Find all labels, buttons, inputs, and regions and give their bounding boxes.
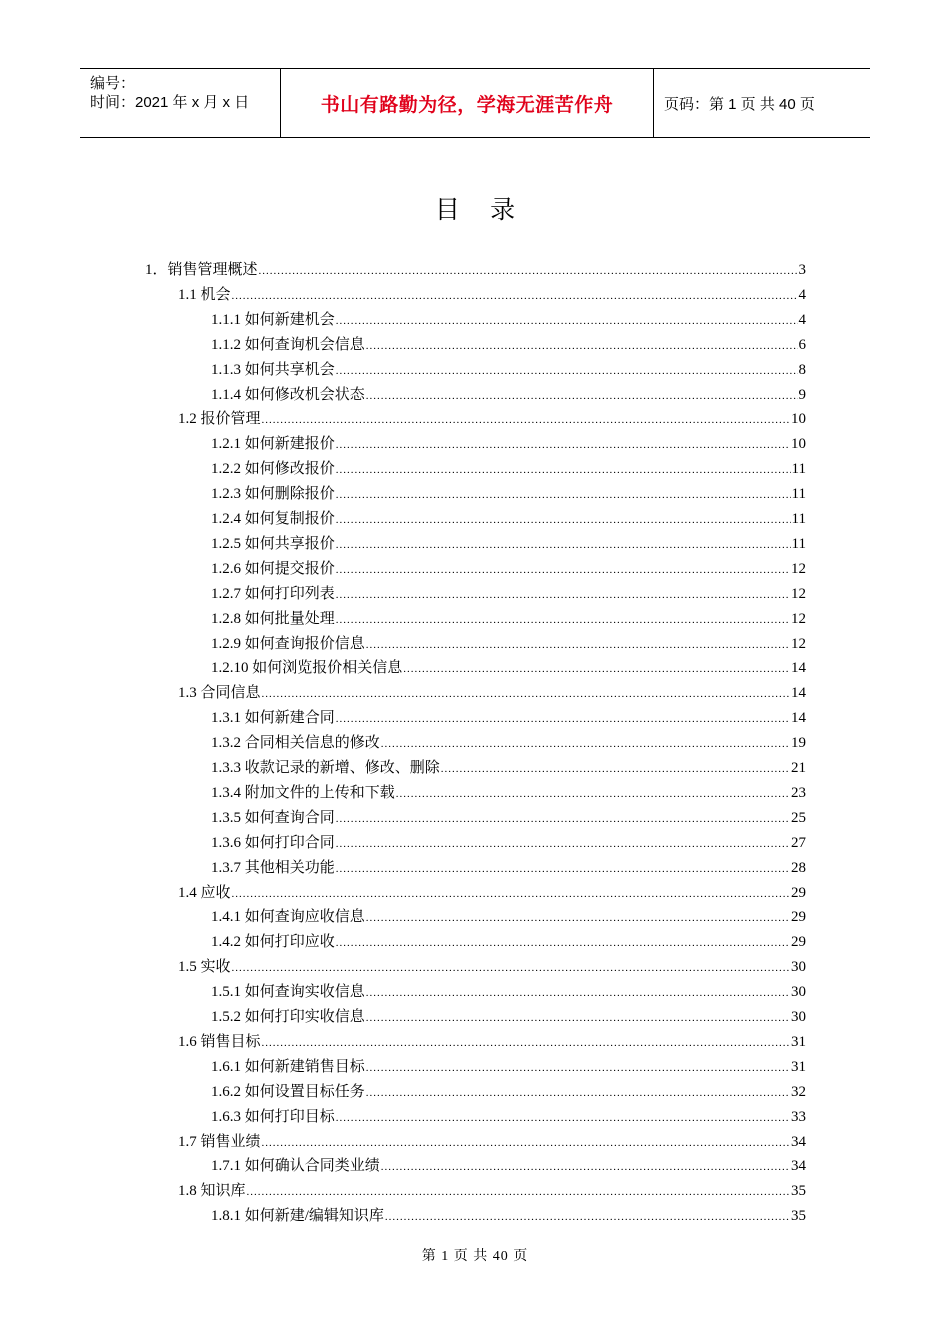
toc-entry-page: 11 — [791, 535, 806, 552]
toc-entry[interactable] — [211, 1005, 806, 1029]
toc-leader-dots — [232, 882, 790, 906]
toc-leader-dots — [366, 981, 790, 1005]
toc-leader-dots — [336, 807, 790, 831]
toc-entry[interactable] — [211, 308, 806, 332]
toc-entry[interactable] — [211, 457, 806, 481]
toc-leader-dots — [336, 1106, 790, 1130]
toc-entry-title: 1.5.2 如何打印实收信息 — [211, 1009, 365, 1025]
toc-entry[interactable] — [211, 432, 806, 456]
toc-entry-title: 1.2.2 如何修改报价 — [211, 461, 335, 478]
header-page-info: 页码：第 1 页 共 40 页 — [664, 95, 815, 113]
toc-entry-page: 12 — [791, 635, 806, 652]
toc-entry[interactable] — [178, 681, 806, 705]
toc-leader-dots — [232, 284, 798, 308]
toc-entry-title: 1.1.1 如何新建机会 — [211, 311, 335, 328]
toc-leader-dots — [381, 732, 790, 756]
toc-leader-dots — [366, 906, 790, 930]
toc-entry-title: 1.5.1 如何查询实收信息 — [211, 984, 365, 1001]
toc-entry[interactable] — [211, 557, 806, 581]
toc-leader-dots — [403, 657, 790, 681]
toc-leader-dots — [336, 832, 790, 856]
toc-entry-page: 12 — [791, 610, 806, 627]
toc-entry-page: 11 — [791, 511, 806, 527]
toc-entry-page: 11 — [791, 461, 806, 478]
toc-entry[interactable] — [178, 283, 806, 307]
toc-entry[interactable] — [211, 656, 806, 680]
toc-leader-dots — [262, 1131, 790, 1155]
toc-entry-page: 14 — [791, 685, 806, 702]
toc-entry-title: 1.2.4 如何复制报价 — [211, 511, 335, 527]
toc-entry-page: 10 — [791, 436, 806, 453]
toc-entry-title: 1.3 合同信息 — [178, 685, 261, 702]
toc-leader-dots — [366, 1056, 790, 1080]
toc-entry-page: 3 — [798, 262, 806, 278]
toc-entry-page: 19 — [791, 735, 806, 752]
toc-entry[interactable] — [211, 482, 806, 506]
toc-leader-dots — [336, 508, 791, 532]
toc-entry-title: 1.3.2 合同相关信息的修改 — [211, 735, 380, 752]
toc-leader-dots — [366, 334, 798, 358]
toc-entry-title: 1.6.3 如何打印目标 — [211, 1108, 335, 1125]
toc-entry[interactable] — [211, 1105, 806, 1129]
toc-entry[interactable] — [211, 607, 806, 631]
toc-entry[interactable] — [211, 731, 806, 755]
toc-entry[interactable] — [211, 980, 806, 1004]
number-label: 编号： — [90, 75, 136, 92]
page-footer: 第 1 页 共 40 页 — [421, 1249, 529, 1264]
toc-entry-page: 10 — [791, 411, 806, 428]
toc-entry-page: 34 — [791, 1133, 806, 1150]
toc-entry-page: 33 — [791, 1108, 806, 1125]
toc-entry-title: 1.6 销售目标 — [178, 1033, 261, 1050]
toc-entry-title: 1.2 报价管理 — [178, 411, 261, 428]
toc-entry[interactable] — [211, 532, 806, 556]
toc-entry[interactable] — [211, 706, 806, 730]
toc-leader-dots — [336, 608, 790, 632]
toc-entry[interactable] — [211, 632, 806, 656]
toc-leader-dots — [262, 682, 790, 706]
toc-entry-page: 14 — [791, 710, 806, 727]
toc-entry[interactable] — [211, 781, 806, 805]
toc-leader-dots — [366, 1006, 790, 1030]
toc-entry-title: 1.2.9 如何查询报价信息 — [211, 635, 365, 652]
toc-leader-dots — [366, 633, 790, 657]
toc-leader-dots — [385, 1205, 790, 1229]
toc-entry-page: 34 — [791, 1158, 806, 1175]
toc-entry-page: 35 — [791, 1208, 806, 1225]
toc-entry[interactable] — [211, 358, 806, 382]
toc-entry[interactable] — [211, 905, 806, 929]
page-header — [80, 68, 870, 138]
toc-entry-page: 35 — [791, 1183, 806, 1200]
toc-entry-page: 30 — [791, 959, 806, 976]
toc-leader-dots — [336, 558, 790, 582]
toc-entry[interactable] — [211, 756, 806, 780]
toc-leader-dots — [336, 483, 791, 507]
toc-entry[interactable] — [211, 1204, 806, 1228]
toc-entry-page: 21 — [791, 760, 806, 776]
toc-entry[interactable] — [178, 1130, 806, 1154]
toc-entry-page: 12 — [791, 560, 806, 577]
toc-entry-title: 1.6.1 如何新建销售目标 — [211, 1058, 365, 1075]
toc-leader-dots — [336, 707, 790, 731]
toc-entry-title: 1.1.3 如何共享机会 — [211, 361, 335, 378]
toc-entry-page: 9 — [798, 386, 806, 403]
toc-entry-title: 1.2.6 如何提交报价 — [211, 560, 335, 577]
toc-entry-page: 28 — [791, 859, 806, 876]
toc-leader-dots — [232, 956, 790, 980]
toc-entry[interactable] — [211, 1055, 806, 1079]
toc-entry-title: 1.4 应收 — [178, 884, 231, 901]
toc-entry-page: 31 — [791, 1033, 806, 1050]
toc-entry-page: 12 — [791, 585, 806, 602]
toc-entry-page: 29 — [791, 934, 806, 951]
toc-entry-title: 1.3.7 其他相关功能 — [211, 859, 335, 876]
toc-entry[interactable] — [211, 1080, 806, 1104]
toc-entry-title: 1.1 机会 — [178, 286, 231, 303]
toc-leader-dots — [336, 309, 798, 333]
toc-entry[interactable] — [178, 881, 806, 905]
toc-title: 目 录 — [434, 197, 528, 224]
toc-entry-page: 30 — [791, 1009, 806, 1025]
toc-entry-title: 1.3.4 附加文件的上传和下载 — [211, 784, 395, 801]
toc-leader-dots — [336, 458, 791, 482]
toc-leader-dots — [259, 259, 798, 283]
toc-entry-title: 1.3.5 如何查询合同 — [211, 809, 335, 826]
toc-entry-title: 1.4.2 如何打印应收 — [211, 934, 335, 951]
toc-entry-title: 1.2.1 如何新建报价 — [211, 436, 335, 453]
toc-entry[interactable] — [211, 582, 806, 606]
toc-entry-page: 4 — [798, 286, 806, 303]
toc-entry-title: 1.2.10 如何浏览报价相关信息 — [211, 660, 403, 677]
header-meta-cell — [80, 69, 281, 137]
header-motto: 书山有路勤为径，学海无涯苦作舟 — [281, 69, 654, 137]
toc-entry-page: 32 — [791, 1083, 806, 1100]
toc-entry[interactable] — [178, 1179, 806, 1203]
toc-entry-page: 11 — [791, 486, 806, 503]
toc-entry-page: 27 — [791, 834, 806, 851]
toc-entry[interactable] — [211, 831, 806, 855]
toc-entry-page: 14 — [791, 660, 806, 677]
toc-entry-title: 1.7 销售业绩 — [178, 1133, 261, 1150]
toc-entry[interactable] — [211, 930, 806, 954]
toc-entry-page: 29 — [791, 909, 806, 926]
toc-leader-dots — [441, 757, 790, 781]
toc-entry-title: 1.4.1 如何查询应收信息 — [211, 909, 365, 926]
toc-entry-title: 1.1.4 如何修改机会状态 — [211, 386, 365, 403]
toc-leader-dots — [262, 408, 790, 432]
toc-entry-title: 1.8 知识库 — [178, 1183, 246, 1200]
toc-leader-dots — [381, 1155, 790, 1179]
toc-entry[interactable] — [211, 1154, 806, 1178]
toc-leader-dots — [247, 1180, 790, 1204]
toc-leader-dots — [336, 857, 790, 881]
toc-entry[interactable] — [211, 383, 806, 407]
toc-entry-title: 1.2.5 如何共享报价 — [211, 535, 335, 552]
toc-entry-title: 1.3.3 收款记录的新增、修改、删除 — [211, 760, 440, 776]
toc-entry-title: 1.3.6 如何打印合同 — [211, 834, 335, 851]
toc-entry-page: 30 — [791, 984, 806, 1001]
toc-entry-title: 1.1.2 如何查询机会信息 — [211, 336, 365, 353]
toc-entry-page: 25 — [791, 809, 806, 826]
toc-entry-title: 1.3.1 如何新建合同 — [211, 710, 335, 727]
toc-entry[interactable] — [211, 333, 806, 357]
toc-entry[interactable] — [211, 507, 806, 531]
toc-entry-page: 8 — [798, 361, 806, 378]
toc-leader-dots — [336, 583, 790, 607]
toc-entry-page: 29 — [791, 884, 806, 901]
toc-entry-title: 1．销售管理概述 — [145, 262, 258, 278]
toc-leader-dots — [336, 359, 798, 383]
toc-leader-dots — [366, 384, 798, 408]
toc-entry-title: 1.7.1 如何确认合同类业绩 — [211, 1158, 380, 1175]
toc-entry-title: 1.2.3 如何删除报价 — [211, 486, 335, 503]
toc-entry[interactable] — [178, 1030, 806, 1054]
toc-leader-dots — [336, 433, 790, 457]
toc-entry[interactable] — [211, 806, 806, 830]
toc-entry-page: 4 — [798, 311, 806, 328]
toc-entry[interactable] — [178, 955, 806, 979]
toc-entry-title: 1.5 实收 — [178, 959, 231, 976]
toc-entry-page: 31 — [791, 1058, 806, 1075]
toc-entry-page: 6 — [798, 336, 806, 353]
toc-entry-title: 1.8.1 如何新建/编辑知识库 — [211, 1208, 384, 1225]
toc-entry[interactable] — [211, 856, 806, 880]
toc-entry[interactable] — [178, 407, 806, 431]
toc-entry-title: 1.2.7 如何打印列表 — [211, 585, 335, 602]
toc-leader-dots — [336, 931, 790, 955]
toc-leader-dots — [262, 1031, 790, 1055]
toc-leader-dots — [366, 1081, 790, 1105]
toc-leader-dots — [336, 533, 791, 557]
toc-leader-dots — [396, 782, 790, 806]
time-label: 时间：2021 年 x 月 x 日 — [90, 94, 250, 111]
toc-entry-title: 1.6.2 如何设置目标任务 — [211, 1083, 365, 1100]
toc-entry[interactable] — [145, 258, 806, 282]
toc-entry-page: 23 — [791, 784, 806, 801]
toc-entry-title: 1.2.8 如何批量处理 — [211, 610, 335, 627]
